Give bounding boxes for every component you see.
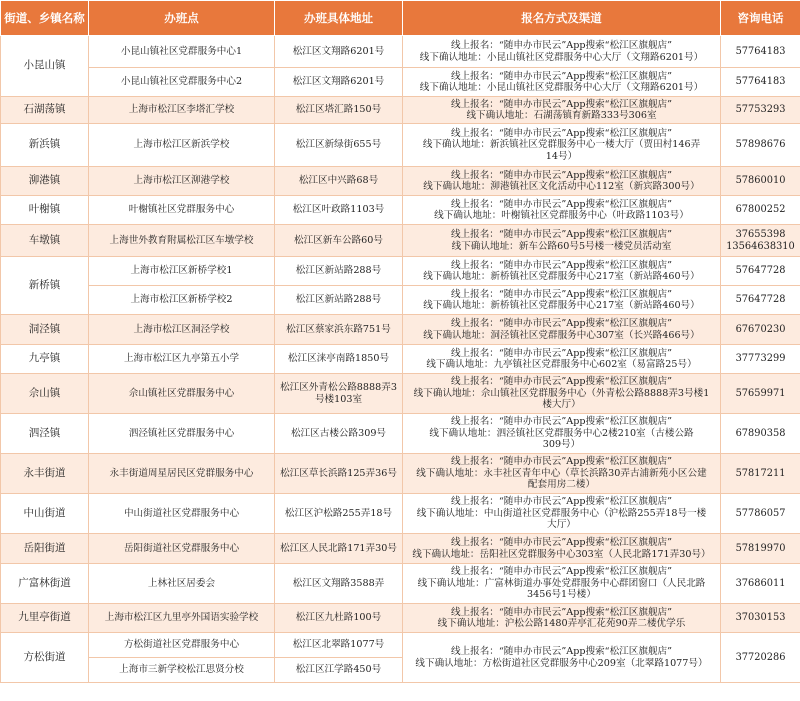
address-cell: 松江区蔡家浜东路751号 xyxy=(275,315,403,345)
channel-cell-line: 楼大厅） xyxy=(542,399,581,411)
channel-cell xyxy=(403,196,721,225)
channel-cell-line: 线上报名：“随申办市民云”App搜索“松江区旗舰店” xyxy=(450,347,673,359)
channel-cell-line: 线下确认地址：叶榭镇社区党群服务中心（叶政路1103号） xyxy=(434,210,689,221)
channel-cell xyxy=(403,97,721,124)
address-cell: 松江区北翠路1077号 xyxy=(275,633,403,658)
site-cell: 上海市松江区泖港学校 xyxy=(89,167,275,196)
phone-cell: 37686011 xyxy=(721,564,800,604)
channel-cell-line: 配套用房二楼） xyxy=(527,479,596,491)
channel-cell-line: 线上报名：“随申办市民云”App搜索“松江区旗舰店” xyxy=(450,646,673,657)
channel-cell-line: 309号） xyxy=(542,439,581,451)
table-row xyxy=(1,454,800,494)
table-row xyxy=(1,124,800,167)
town-cell: 九亭镇 xyxy=(1,345,89,374)
town-cell: 石湖荡镇 xyxy=(1,97,89,124)
channel-cell-line: 线下确认地址：永丰社区青年中心（草长浜路30弄古浦新苑小区公建 xyxy=(416,467,707,479)
channel-cell-line: 线上报名：“随申办市民云”App搜索“松江区旗舰店” xyxy=(450,70,673,82)
phone-cell-line: 13564638310 xyxy=(726,240,795,252)
channel-cell-line: 线下确认地址：岳阳社区党群服务中心303室（人民北路171弄30号） xyxy=(412,548,711,560)
channel-cell xyxy=(403,124,721,167)
phone-cell: 67890358 xyxy=(721,414,800,454)
channel-cell-line: 线下确认地址：洞泾镇社区党群服务中心307室（长兴路466号） xyxy=(423,329,700,341)
address-cell-line: 号楼103室 xyxy=(314,393,363,405)
channel-cell-line: 线上报名：“随申办市民云”App搜索“松江区旗舰店” xyxy=(450,376,673,388)
table-row xyxy=(1,315,800,345)
channel-cell-line: 线下确认地址：沪松公路1480弄亭汇花苑90弄二楼优学乐 xyxy=(437,618,686,629)
channel-cell-line: 线上报名：“随申办市民云”App搜索“松江区旗舰店” xyxy=(450,98,673,110)
address-cell: 松江区中兴路68号 xyxy=(275,167,403,196)
address-cell: 松江区涞亭南路1850号 xyxy=(275,345,403,374)
channel-cell xyxy=(403,414,721,454)
header-row xyxy=(1,1,800,36)
channel-cell-line: 3456号1号楼） xyxy=(527,589,596,601)
phone-cell: 67670230 xyxy=(721,315,800,345)
town-cell: 新浜镇 xyxy=(1,124,89,167)
channel-cell-line: 大厅） xyxy=(547,519,576,531)
address-cell: 松江区新绿街655号 xyxy=(275,124,403,167)
channel-cell-line: 线上报名：“随申办市民云”App搜索“松江区旗舰店” xyxy=(450,229,673,240)
site-cell: 上海市松江区九亭第五小学 xyxy=(89,345,275,374)
table-row xyxy=(1,564,800,604)
phone-cell: 37030153 xyxy=(721,604,800,633)
site-cell: 上海市松江区新桥学校2 xyxy=(89,286,275,315)
phone-cell: 57764183 xyxy=(721,68,800,97)
table-row xyxy=(1,494,800,534)
town-cell: 新桥镇 xyxy=(1,257,89,315)
channel-cell-line: 线上报名：“随申办市民云”App搜索“松江区旗舰店” xyxy=(450,127,673,139)
site-cell: 中山街道社区党群服务中心 xyxy=(89,494,275,534)
site-cell: 上海市松江区新桥学校1 xyxy=(89,257,275,286)
channel-cell-line: 线下确认地址：新车公路60号5号楼一楼党员活动室 xyxy=(451,240,672,252)
phone-cell: 57659971 xyxy=(721,374,800,414)
phone-cell xyxy=(721,225,800,257)
town-cell: 泖港镇 xyxy=(1,167,89,196)
town-cell: 岳阳街道 xyxy=(1,534,89,564)
channel-cell-line: 线下确认地址：广富林街道办事处党群服务中心群团窗口（人民北路 xyxy=(417,577,706,589)
channel-cell xyxy=(403,374,721,414)
address-cell: 松江区叶政路1103号 xyxy=(275,196,403,225)
phone-cell: 57817211 xyxy=(721,454,800,494)
channel-cell-line: 线上报名：“随申办市民云”App搜索“松江区旗舰店” xyxy=(450,169,673,181)
table-row xyxy=(1,257,800,286)
phone-cell: 57753293 xyxy=(721,97,800,124)
site-cell: 上海世外教育附属松江区车墩学校 xyxy=(89,225,275,257)
channel-cell xyxy=(403,286,721,315)
address-cell: 松江区古楼公路309号 xyxy=(275,414,403,454)
phone-cell: 57786057 xyxy=(721,494,800,534)
table-body xyxy=(1,36,800,683)
table-row xyxy=(1,225,800,257)
phone-cell: 57860010 xyxy=(721,167,800,196)
address-cell: 松江区新站路288号 xyxy=(275,286,403,315)
channel-cell xyxy=(403,315,721,345)
table-row xyxy=(1,414,800,454)
channel-cell-line: 线下确认地址：新桥镇社区党群服务中心217室（新站路460号） xyxy=(423,300,700,311)
channel-cell-line: 线下确认地址：泗泾镇社区党群服务中心2楼210室（古楼公路 xyxy=(429,427,694,439)
channel-cell-line: 线上报名：“随申办市民云”App搜索“松江区旗舰店” xyxy=(450,259,673,271)
table-row xyxy=(1,286,800,315)
channel-cell xyxy=(403,564,721,604)
phone-cell: 37720286 xyxy=(721,633,800,683)
address-cell: 松江区江学路450号 xyxy=(275,658,403,683)
channel-cell-line: 线下确认地址：佘山镇社区党群服务中心（外青松公路8888弄3号楼1 xyxy=(413,387,710,399)
address-cell: 松江区草长浜路125弄36号 xyxy=(275,454,403,494)
channel-cell xyxy=(403,68,721,97)
town-cell: 中山街道 xyxy=(1,494,89,534)
phone-cell-line: 37655398 xyxy=(735,229,786,240)
channel-cell-line: 线下确认地址：泖港镇社区文化活动中心112室（新宾路300号） xyxy=(423,181,700,192)
table-row xyxy=(1,167,800,196)
phone-cell: 57819970 xyxy=(721,534,800,564)
channel-cell xyxy=(403,604,721,633)
phone-cell: 57647728 xyxy=(721,257,800,286)
site-cell: 上海市三新学校松江思贤分校 xyxy=(89,658,275,683)
site-cell: 永丰街道周星居民区党群服务中心 xyxy=(89,454,275,494)
site-cell: 小昆山镇社区党群服务中心2 xyxy=(89,68,275,97)
channel-cell xyxy=(403,345,721,374)
town-cell: 车墩镇 xyxy=(1,225,89,257)
channel-cell-line: 线上报名：“随申办市民云”App搜索“松江区旗舰店” xyxy=(450,456,673,468)
channel-cell xyxy=(403,633,721,683)
channel-cell-line: 线下确认地址：九亭镇社区党群服务中心602室（易富路25号） xyxy=(426,359,697,370)
channel-cell xyxy=(403,225,721,257)
channel-cell xyxy=(403,494,721,534)
channel-cell-line: 线下确认地址：新桥镇社区党群服务中心217室（新站路460号） xyxy=(423,271,700,282)
town-cell: 佘山镇 xyxy=(1,374,89,414)
channel-cell-line: 线上报名：“随申办市民云”App搜索“松江区旗舰店” xyxy=(450,198,673,210)
channel-cell xyxy=(403,454,721,494)
channel-cell xyxy=(403,36,721,68)
channel-cell-line: 线下确认地址：小昆山镇社区党群服务中心大厅（文翔路6201号） xyxy=(419,51,704,63)
channel-cell-line: 线上报名：“随申办市民云”App搜索“松江区旗舰店” xyxy=(450,288,673,300)
site-cell: 上林社区居委会 xyxy=(89,564,275,604)
site-cell: 上海市松江区洞泾学校 xyxy=(89,315,275,345)
table-row xyxy=(1,36,800,68)
channel-cell-line: 线上报名：“随申办市民云”App搜索“松江区旗舰店” xyxy=(450,566,673,578)
site-cell: 上海市松江区新浜学校 xyxy=(89,124,275,167)
site-cell: 岳阳街道社区党群服务中心 xyxy=(89,534,275,564)
address-cell: 松江区新站路288号 xyxy=(275,257,403,286)
channel-cell xyxy=(403,534,721,564)
phone-cell: 57647728 xyxy=(721,286,800,315)
channel-cell-line: 线下确认地址：方松街道社区党群服务中心209室（北翠路1077号） xyxy=(415,657,708,669)
table-row xyxy=(1,534,800,564)
town-cell: 洞泾镇 xyxy=(1,315,89,345)
channel-cell-line: 线上报名：“随申办市民云”App搜索“松江区旗舰店” xyxy=(450,318,673,329)
town-cell: 九里亭街道 xyxy=(1,604,89,633)
site-cell: 泗泾镇社区党群服务中心 xyxy=(89,414,275,454)
town-cell: 方松街道 xyxy=(1,633,89,683)
address-cell: 松江区文翔路6201号 xyxy=(275,68,403,97)
channel-cell-line: 线下确认地址：小昆山镇社区党群服务中心大厅（文翔路6201号） xyxy=(419,82,704,93)
channel-cell-line: 线上报名：“随申办市民云”App搜索“松江区旗舰店” xyxy=(450,606,673,618)
phone-cell: 57898676 xyxy=(721,124,800,167)
town-cell: 小昆山镇 xyxy=(1,36,89,97)
header-site: 办班点 xyxy=(89,1,275,36)
town-cell: 广富林街道 xyxy=(1,564,89,604)
table-row xyxy=(1,604,800,633)
channel-cell-line: 线下确认地址：中山街道社区党群服务中心（沪松路255弄18号一楼 xyxy=(416,507,707,519)
town-cell: 永丰街道 xyxy=(1,454,89,494)
channel-cell-line: 线上报名：“随申办市民云”App搜索“松江区旗舰店” xyxy=(450,416,673,428)
channel-cell-line: 线上报名：“随申办市民云”App搜索“松江区旗舰店” xyxy=(450,40,673,51)
town-cell: 泗泾镇 xyxy=(1,414,89,454)
town-cell: 叶榭镇 xyxy=(1,196,89,225)
address-cell: 松江区新车公路60号 xyxy=(275,225,403,257)
address-cell xyxy=(275,374,403,414)
site-cell: 上海市松江区九里亭外国语实验学校 xyxy=(89,604,275,633)
phone-cell: 37773299 xyxy=(721,345,800,374)
address-cell: 松江区人民北路171弄30号 xyxy=(275,534,403,564)
channel-cell-line: 线下确认地址：新浜镇社区党群服务中心一楼大厅（贾田村146弄 xyxy=(422,139,701,151)
header-town: 街道、乡镇名称 xyxy=(1,1,89,36)
site-cell: 叶榭镇社区党群服务中心 xyxy=(89,196,275,225)
phone-cell: 67800252 xyxy=(721,196,800,225)
table-row xyxy=(1,196,800,225)
channel-cell xyxy=(403,257,721,286)
address-cell: 松江区塔汇路150号 xyxy=(275,97,403,124)
address-cell-line: 松江区外青松公路8888弄3 xyxy=(280,382,397,393)
table-row xyxy=(1,68,800,97)
address-cell: 松江区沪松路255弄18号 xyxy=(275,494,403,534)
address-cell: 松江区文翔路3588弄 xyxy=(275,564,403,604)
table-row xyxy=(1,633,800,658)
table-row xyxy=(1,97,800,124)
phone-cell: 57764183 xyxy=(721,36,800,68)
address-cell: 松江区文翔路6201号 xyxy=(275,36,403,68)
table-row xyxy=(1,374,800,414)
table-row xyxy=(1,345,800,374)
address-cell: 松江区九杜路100号 xyxy=(275,604,403,633)
channel-cell-line: 线下确认地址：石湖荡镇育新路333号306室 xyxy=(466,110,657,121)
site-cell: 方松街道社区党群服务中心 xyxy=(89,633,275,658)
channel-cell xyxy=(403,167,721,196)
channel-cell-line: 14号） xyxy=(545,150,578,162)
site-cell: 上海市松江区李塔汇学校 xyxy=(89,97,275,124)
header-address: 办班具体地址 xyxy=(275,1,403,36)
site-cell: 佘山镇社区党群服务中心 xyxy=(89,374,275,414)
header-phone: 咨询电话 xyxy=(721,1,800,36)
site-cell: 小昆山镇社区党群服务中心1 xyxy=(89,36,275,68)
header-channel: 报名方式及渠道 xyxy=(403,1,721,36)
channel-cell-line: 线上报名：“随申办市民云”App搜索“松江区旗舰店” xyxy=(450,537,673,548)
channel-cell-line: 线上报名：“随申办市民云”App搜索“松江区旗舰店” xyxy=(450,496,673,508)
